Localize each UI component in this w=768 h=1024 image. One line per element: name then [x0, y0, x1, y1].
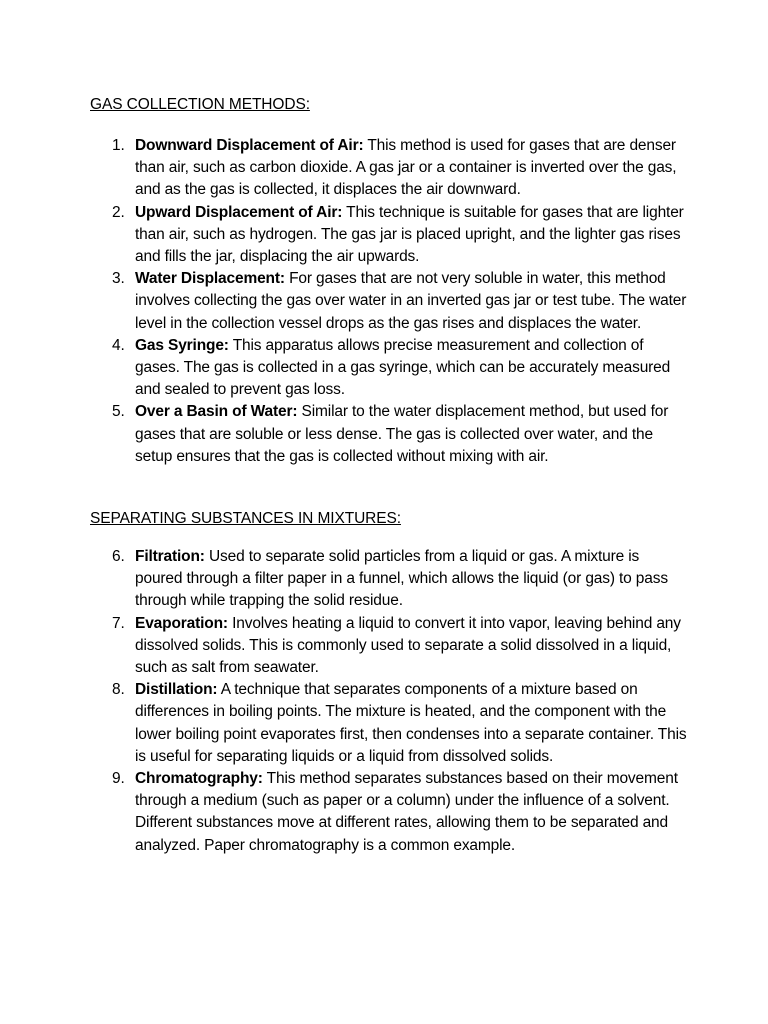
item-text: Similar to the water displacement method, but used for gases that are soluble or less dense. The gas is collected over water, and the setup ensures that the gas is collected without mixing with air.: [135, 403, 669, 465]
item-number: 4.: [112, 336, 125, 354]
item-term: Water Displacement:: [135, 270, 285, 288]
item-number: 8.: [112, 681, 125, 699]
item-term: Gas Syringe:: [135, 336, 229, 354]
separating-substances-list: [90, 546, 690, 857]
list-item: [90, 335, 690, 402]
item-number: 5.: [112, 403, 125, 421]
item-number: 1.: [112, 137, 125, 154]
list-item: [90, 679, 690, 768]
list-item: [90, 202, 690, 269]
gas-collection-list: [90, 135, 690, 468]
item-text: This apparatus allows precise measurement and collection of gases. The gas is collected in a gas syringe, which can be accurately measured and sealed to prevent gas loss.: [135, 336, 671, 399]
list-item: [90, 768, 690, 857]
item-text: This technique is suitable for gases that are lighter than air, such as hydrogen. The gas jar is placed upright, and the lighter gas rises and fills the jar, displacing the air upwards.: [135, 203, 684, 266]
section-heading-separating-substances: SEPARATING SUBSTANCES IN MIXTURES:: [90, 510, 401, 527]
item-number: 9.: [112, 770, 125, 788]
item-term: Downward Displacement of Air:: [135, 137, 364, 154]
item-term: Filtration:: [135, 548, 205, 565]
item-text: For gases that are not very soluble in water, this method involves collecting the gas over water in an inverted gas jar or test tube. The water level in the collection vessel drops as the gas rises and displaces the water.: [135, 270, 687, 332]
item-text: Used to separate solid particles from a liquid or gas. A mixture is poured through a filter paper in a funnel, which allows the liquid (or gas) to pass through while trapping the solid residue.: [135, 548, 668, 610]
list-item: [90, 135, 690, 202]
list-item: [90, 613, 690, 680]
item-number: 7.: [112, 614, 125, 632]
item-number: 3.: [112, 270, 125, 288]
item-term: Over a Basin of Water:: [135, 403, 298, 421]
section-heading-gas-collection: GAS COLLECTION METHODS:: [90, 96, 310, 113]
list-item: [90, 401, 690, 468]
item-number: 6.: [112, 548, 125, 565]
item-text: A technique that separates components of a mixture based on differences in boiling points. The mixture is heated, and the component with the lower boiling point evaporates first, then condenses into a separate container. This is useful for separating liquids or a liquid from dissolved solids.: [135, 681, 687, 765]
item-text: Involves heating a liquid to convert it into vapor, leaving behind any dissolved solids. This is commonly used to separate a solid dissolved in a liquid, such as salt from seawater.: [135, 614, 681, 677]
list-item: [90, 268, 690, 335]
item-text: This method is used for gases that are denser than air, such as carbon dioxide. A gas jar or a container is inverted over the gas, and as the gas is collected, it displaces the air downward.: [135, 137, 677, 199]
list-item: [90, 546, 690, 613]
item-text: This method separates substances based on their movement through a medium (such as paper or a column) under the influence of a solvent. Different substances move at different rates, allowing them to be separated and analyzed. Paper chromatography is a common example.: [135, 770, 678, 854]
item-term: Upward Displacement of Air:: [135, 203, 343, 221]
item-number: 2.: [112, 203, 125, 221]
item-term: Chromatography:: [135, 770, 263, 788]
item-term: Distillation:: [135, 681, 218, 699]
item-term: Evaporation:: [135, 614, 228, 632]
